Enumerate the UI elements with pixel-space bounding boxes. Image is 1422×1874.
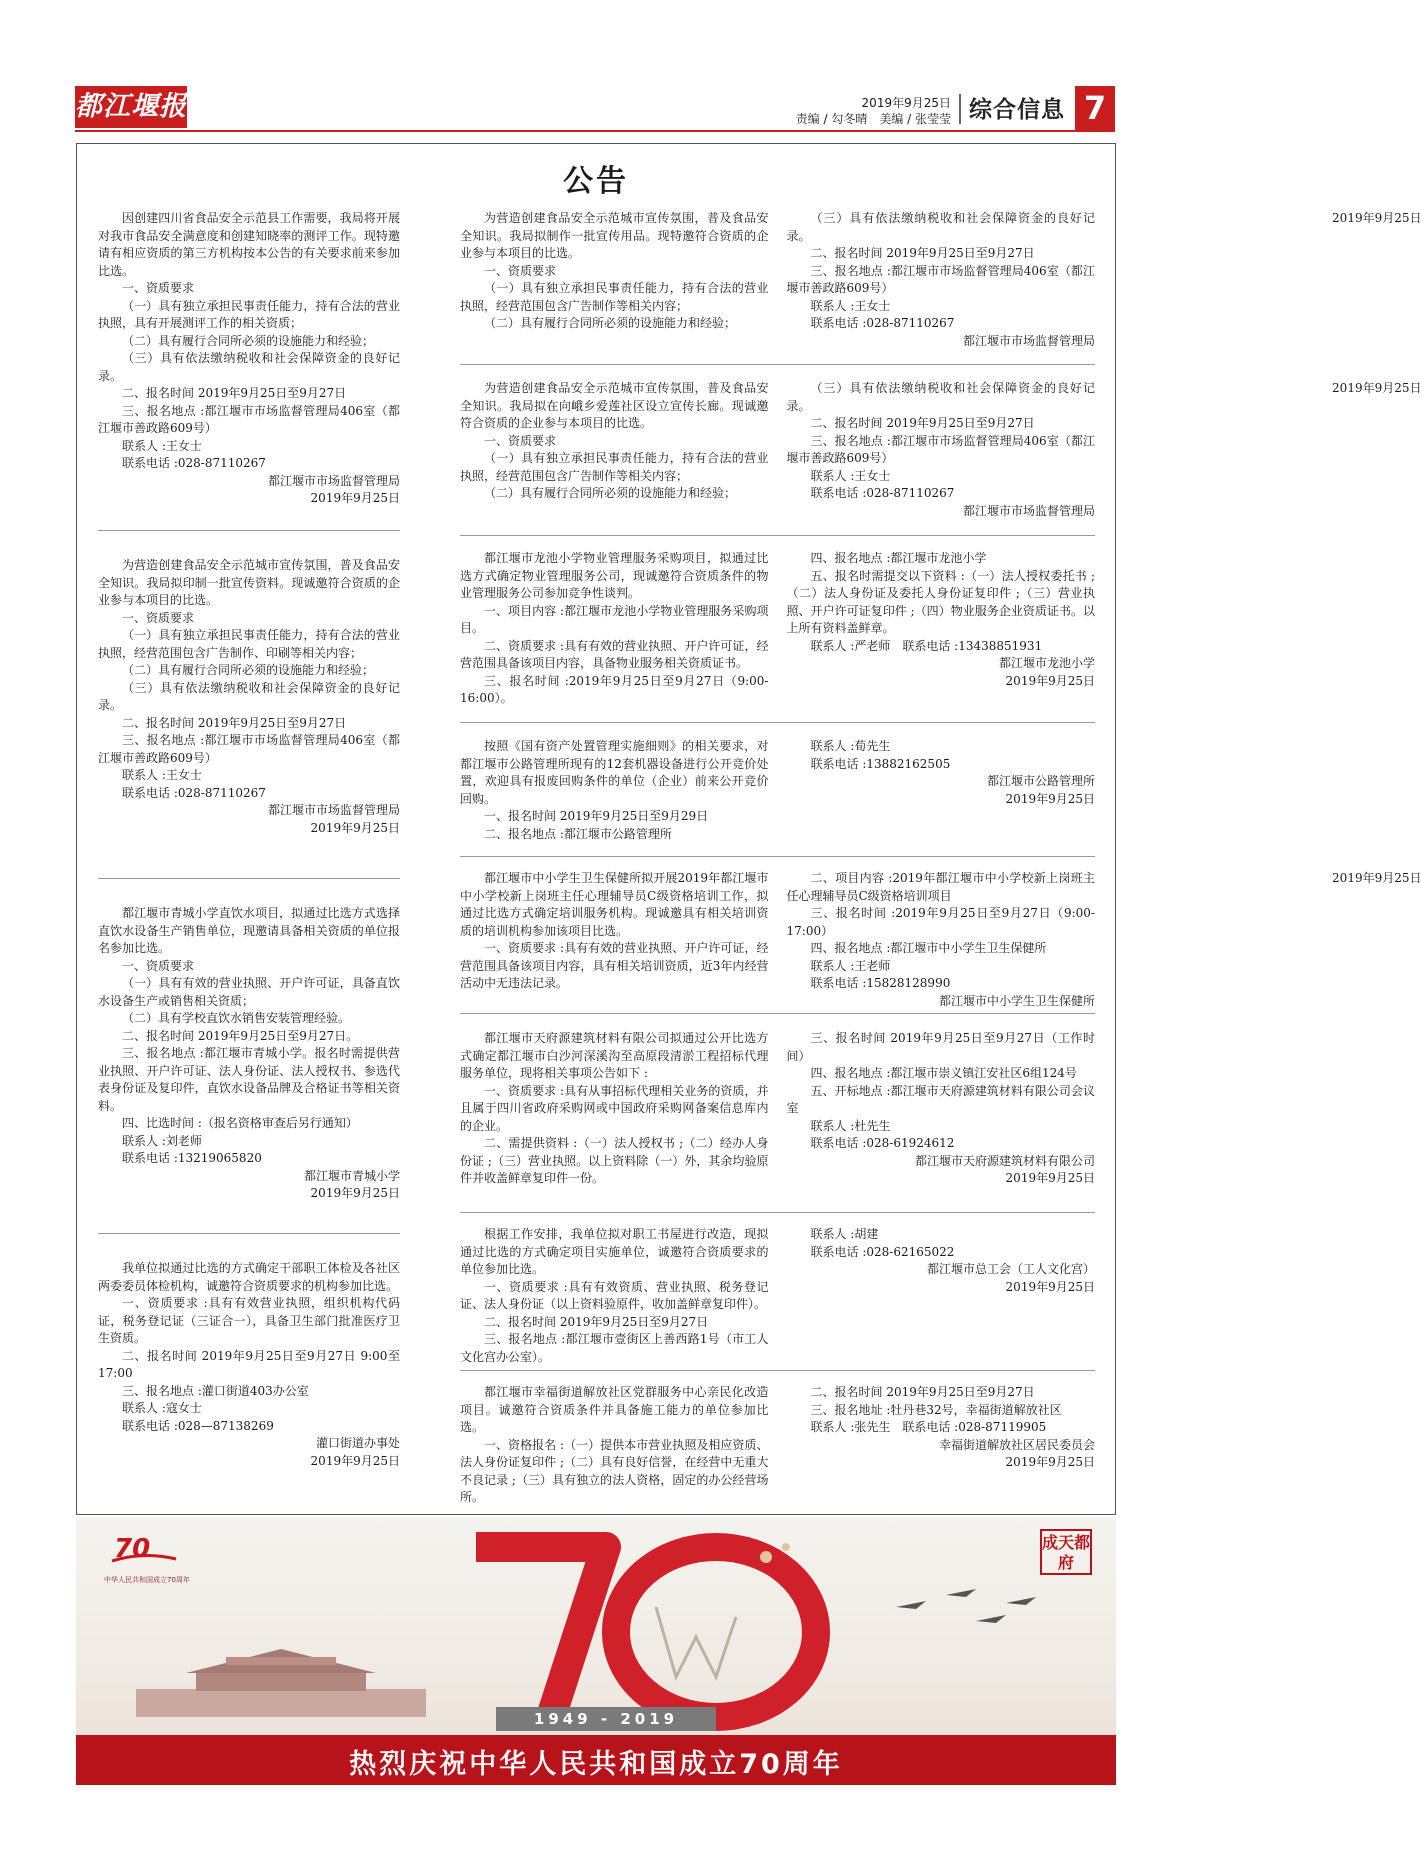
notice-paragraph: 二、资质要求 :具有有效的营业执照、开户许可证，经营范围具备该项目内容，具备物业服务相关资质证书。: [460, 638, 769, 670]
notice-paragraph: 二、需提供资料 :（一）法人授权书 ;（二）经办人身份证 ;（三）营业执照。以上资料除（一）外，其余均验原件并收盖鲜章复印件一份。: [460, 1136, 769, 1185]
notice-1: [98, 210, 400, 508]
notice-paragraph: 二、项目内容 :2019年都江堰市中小学校新上岗班主任心理辅导员C级资格培训项目: [786, 871, 1095, 903]
notice-paragraph: 四、报名地点 :都江堰市龙池小学: [810, 551, 987, 565]
notice-signature: 2019年9月25日: [1005, 1171, 1095, 1185]
notice-paragraph: 都江堰市龙池小学物业管理服务采购项目，拟通过比选方式确定物业管理服务公司，现诚邀符合资质条件的物业管理服务公司参加竞争性谈判。: [460, 551, 769, 600]
notice-paragraph: 三、报名地点 :都江堰市青城小学。报名时需提供营业执照、开户许可证、法人身份证、法人授权书、参选代表身份证及复印件，直饮水设备品牌及合格证书等相关资料。: [98, 1046, 400, 1113]
anniversary-slogan: 热烈庆祝中华人民共和国成立70周年: [349, 1749, 843, 1780]
notice-signature: 都江堰市天府源建筑材料有限公司: [914, 1153, 1095, 1168]
notice-paragraph: （一）具有独立承担民事责任能力，持有合法的营业执照，具有开展测评工作的相关资质；: [98, 298, 400, 330]
notice-paragraph: 一、资质要求 :具有从事招标代理相关业务的资质，并且属于四川省政府采购网或中国政府采购网备案信息库内的企业。: [460, 1083, 769, 1133]
notice-paragraph: 一、资质要求: [122, 610, 195, 625]
notice-paragraph: （一）具有独立承担民事责任能力，持有合法的营业执照，经营范围包含广告制作、印刷等相关内容；: [98, 628, 400, 660]
notice-body: [98, 557, 400, 837]
notice-signature: 都江堰市市场监督管理局: [962, 503, 1095, 518]
chengdu-stamp-icon: [1040, 1529, 1092, 1575]
tiananmen-silhouette-icon: [136, 1637, 426, 1717]
notice-paragraph: （三）具有依法缴纳税收和社会保障资金的良好记录。: [786, 211, 1095, 243]
emblem-caption: 中华人民共和国成立70周年: [104, 1576, 190, 1584]
notice-4: [98, 1260, 400, 1470]
notice-signature: 都江堰市中小学生卫生保健所: [938, 993, 1095, 1008]
notice-paragraph: 为营造创建食品安全示范城市宣传氛围，普及食品安全知识。我局拟在向峨乡爱莲社区设立宣传长廊。现诚邀符合资质的企业参与本项目的比选。: [460, 381, 769, 430]
notice-paragraph: 三、报名地点 :都江堰市市场监督管理局406室（都江堰市善政路609号）: [786, 433, 1095, 465]
notice-divider: [460, 364, 1095, 365]
notice-paragraph: 联系电话 :028-87110267: [122, 785, 266, 800]
notice-9: [460, 870, 1422, 1012]
notice-paragraph: 四、比选时间 :（报名资格审查后另行通知）: [122, 1116, 358, 1130]
notice-paragraph: 联系人 :严老师 联系电话 :13438851931: [810, 638, 1043, 653]
notice-paragraph: （一）具有独立承担民事责任能力，持有合法的营业执照，经营范围包含广告制作等相关内容；: [460, 451, 769, 483]
notice-10: [460, 1030, 1095, 1206]
jet-formation-icon: [886, 1577, 1046, 1647]
notice-body: [460, 1030, 1095, 1206]
notice-paragraph: （一）具有有效的营业执照、开户许可证，具备直饮水设备生产或销售相关资质；: [98, 976, 400, 1008]
header-meta: [796, 95, 951, 130]
notice-paragraph: 二、报名时间 2019年9月25日至9月27日: [122, 386, 347, 400]
issue-date: 2019年9月25日: [861, 96, 951, 110]
notice-paragraph: 四、报名地点 :都江堰市崇义镇江安社区6组124号: [810, 1066, 1077, 1080]
notice-paragraph: 二、报名时间 2019年9月25日至9月27日: [810, 416, 1035, 430]
notice-paragraph: 一、资质要求 :具有有效营业执照，组织机构代码证，税务登记证（三证合一），具备卫生部门批准医疗卫生资质。: [98, 1296, 400, 1345]
notice-paragraph: 二、报名时间 2019年9月25日至9月27日。: [122, 1028, 359, 1043]
notice-body: [460, 870, 1422, 1012]
notice-divider: [460, 1212, 1095, 1213]
masthead: [75, 86, 1115, 132]
notice-paragraph: 联系人 :杜先生: [810, 1118, 891, 1133]
notice-paragraph: 五、开标地点 :都江堰市天府源建筑材料有限公司会议室: [786, 1083, 1095, 1115]
notice-paragraph: 三、报名时间 2019年9月25日至9月27日（工作时间）: [786, 1031, 1095, 1063]
masthead-rule: [75, 130, 1115, 132]
notice-11: [460, 1226, 1095, 1368]
notice-divider: [460, 722, 1095, 723]
notice-paragraph: （二）具有学校直饮水销售安装管理经验。: [122, 1011, 351, 1025]
notice-paragraph: 联系电话 :15828128990: [810, 976, 951, 990]
notice-body: [460, 210, 1422, 352]
notice-divider: [98, 878, 400, 879]
notice-paragraph: 一、资格报名 :（一）提供本市营业执照及相应资质、法人身份证复印件 ;（二）具有良好信誉，在经营中无重大不良记录 ;（三）具有独立的法人资格，固定的办公经营场所。: [460, 1437, 769, 1504]
notice-paragraph: （三）具有依法缴纳税收和社会保障资金的良好记录。: [98, 680, 400, 712]
notice-divider: [460, 535, 1095, 536]
notice-paragraph: 联系人 :张先生 联系电话 :028-87119905: [810, 1420, 1047, 1434]
notice-body: [460, 1226, 1095, 1368]
header-right: [796, 86, 1115, 130]
notice-12: [460, 1384, 1095, 1510]
notice-paragraph: 联系人 :王女士: [810, 298, 891, 313]
notice-signature: 2019年9月25日: [310, 491, 400, 505]
notice-paragraph: 按照《国有资产处置管理实施细则》的相关要求，对都江堰市公路管理所现有的12套机器设备进行公开竞价处置，欢迎具有报废回购条件的单位（企业）前来公开竞价回购。: [460, 739, 769, 806]
notice-signature: 都江堰市总工会（工人文化宫）: [926, 1262, 1095, 1276]
page-number: 7: [1075, 86, 1115, 130]
notice-paragraph: 都江堰市天府源建筑材料有限公司拟通过公开比选方式确定都江堰市白沙河深溪沟至高原段清淤工程招标代理服务单位，现将相关事项公告如下 :: [460, 1031, 769, 1080]
notice-paragraph: 二、报名时间 2019年9月25日至9月27日: [122, 715, 347, 730]
notice-paragraph: 三、报名地点 :都江堰市市场监督管理局406室（都江堰市善政路609号）: [786, 263, 1095, 295]
notice-paragraph: 一、资质要求: [122, 281, 195, 295]
notice-signature: 灌口街道办事处: [315, 1436, 400, 1450]
notice-paragraph: 联系人 :王女士: [122, 438, 202, 453]
notice-signature: 2019年9月25日: [1005, 673, 1095, 688]
notice-paragraph: 一、资质要求: [484, 433, 557, 448]
notice-2: [98, 557, 400, 837]
notice-paragraph: 联系电话 :13882162505: [810, 756, 951, 771]
notice-divider: [98, 530, 400, 531]
notice-body: [460, 738, 1095, 844]
notice-paragraph: （三）具有依法缴纳税收和社会保障资金的良好记录。: [786, 381, 1095, 413]
notice-paragraph: 联系电话 :028-87110267: [810, 316, 955, 330]
notice-signature: 都江堰市龙池小学: [998, 656, 1095, 670]
notice-paragraph: 联系人 :胡建: [810, 1227, 879, 1241]
notice-signature: 2019年9月25日: [1332, 871, 1422, 885]
notice-paragraph: 都江堰市中小学生卫生保健所拟开展2019年都江堰市中小学校新上岗班主任心理辅导员C级资格培训工作，拟通过比选方式确定培训服务机构。现诚邀具有相关培训资质的培训机构参加该项目比选。: [460, 871, 769, 938]
notice-paragraph: 都江堰市幸福街道解放社区党群服务中心亲民化改造项目。诚邀符合资质条件并具备施工能力的单位参加比选。: [460, 1385, 769, 1434]
notice-paragraph: 二、报名时间 2019年9月25日至9月27日: [810, 246, 1035, 260]
big-70-graphic-icon: [456, 1527, 856, 1727]
notice-body: [460, 550, 1095, 710]
anniversary-banner: [76, 1517, 1116, 1785]
page-title: 公告: [563, 164, 629, 199]
notice-paragraph: 联系电话 :028-62165022: [810, 1244, 955, 1259]
notice-5: [460, 210, 1422, 352]
notice-paragraph: 联系人 :王老师: [810, 958, 891, 973]
header-separator: [959, 94, 961, 124]
notice-paragraph: 联系人 :荀先生: [810, 739, 891, 753]
notice-paragraph: 二、报名时间 2019年9月25日至9月27日: [810, 1385, 1035, 1399]
notice-signature: 2019年9月25日: [310, 1453, 400, 1468]
notice-paragraph: 联系人 :刘老师: [122, 1133, 202, 1148]
editors-credit: 责编 / 勾冬晴 美编 / 张莹莹: [795, 112, 951, 126]
notice-signature: 2019年9月25日: [1005, 1455, 1095, 1469]
notice-signature: 2019年9月25日: [310, 820, 400, 835]
notice-paragraph: （一）具有独立承担民事责任能力，持有合法的营业执照，经营范围包含广告制作等相关内容；: [460, 281, 769, 313]
notice-body: [98, 210, 400, 508]
notice-paragraph: 联系电话 :028—87138269: [122, 1418, 274, 1433]
notice-signature: 都江堰市市场监督管理局: [267, 803, 400, 817]
notice-divider: [460, 1370, 1095, 1371]
notice-divider: [460, 1013, 1095, 1014]
notice-body: [460, 380, 1422, 522]
notice-paragraph: 一、项目内容 :都江堰市龙池小学物业管理服务采购项目。: [460, 603, 769, 635]
notice-paragraph: 二、报名时间 2019年9月25日至9月27日 9:00至17:00: [98, 1348, 400, 1380]
notice-paragraph: 都江堰市青城小学直饮水项目，拟通过比选方式选择直饮水设备生产销售单位，现邀请具备相关资质的单位报名参加比选。: [98, 906, 400, 955]
notice-paragraph: 联系电话 :028-61924612: [810, 1136, 955, 1150]
70-anniversary-emblem-icon: [106, 1531, 184, 1575]
notice-body: [460, 1384, 1095, 1510]
notice-7: [460, 550, 1095, 710]
notice-paragraph: （二）具有履行合同所必须的设施能力和经验；: [484, 486, 737, 500]
notice-signature: 都江堰市青城小学: [303, 1168, 400, 1183]
notice-paragraph: 三、报名地点 :灌口街道403办公室: [122, 1383, 309, 1398]
notice-divider: [98, 1233, 400, 1234]
notice-signature: 2019年9月25日: [1005, 791, 1095, 806]
notice-paragraph: 一、资质要求 :具有有效的营业执照、开户许可证，经营范围具备该项目内容，具有相关培训资质，近3年内经营活动中无违法记录。: [460, 941, 769, 990]
notice-paragraph: 联系电话 :13219065820: [122, 1151, 262, 1165]
notice-paragraph: 联系人 :王女士: [810, 468, 891, 483]
notice-paragraph: 一、资质要求 :具有有效资质、营业执照、税务登记证、法人身份证（以上资料验原件，收加盖鲜章复印件）。: [460, 1279, 769, 1311]
notice-signature: 都江堰市市场监督管理局: [962, 333, 1095, 348]
notice-signature: 2019年9月25日: [310, 1186, 400, 1200]
notice-paragraph: 三、报名时间 :2019年9月25日至9月27日（9:00-16:00）。: [460, 673, 769, 705]
notice-paragraph: 联系电话 :028-87110267: [810, 486, 955, 500]
notice-paragraph: 为营造创建食品安全示范城市宣传氛围，普及食品安全知识。我局拟印制一批宣传资料。现诚邀符合资质的企业参与本项目的比选。: [98, 558, 400, 607]
notice-body: [98, 1260, 400, 1470]
notice-paragraph: 二、报名时间 2019年9月25日至9月27日: [484, 1314, 709, 1329]
notice-paragraph: 联系电话 :028-87110267: [122, 456, 266, 470]
notice-divider: [460, 856, 1095, 857]
notice-paragraph: 五、报名时需提交以下资料 :（一）法人授权委托书 ;（二）法人身份证及委托人身份证复印件 ;（三）营业执照、开户许可证复印件 ;（四）物业服务企业资质证书。以上所有资料盖鲜章。: [786, 568, 1095, 635]
notice-paragraph: 我单位拟通过比选的方式确定干部职工体检及各社区两委委员体检机构，诚邀符合资质要求的机构参加比选。: [98, 1261, 400, 1293]
notice-paragraph: （二）具有履行合同所必须的设施能力和经验；: [122, 663, 375, 677]
notice-signature: 2019年9月25日: [1332, 211, 1422, 225]
notice-paragraph: 三、报名地点 :都江堰市市场监督管理局406室（都江堰市善政路609号）: [98, 733, 400, 765]
notice-8: [460, 738, 1095, 844]
notice-paragraph: （二）具有履行合同所必须的设施能力和经验；: [122, 333, 375, 348]
notice-paragraph: 二、报名地点 :都江堰市公路管理所: [484, 826, 672, 841]
notice-6: [460, 380, 1422, 522]
section-title: 综合信息: [969, 97, 1065, 123]
notice-signature: 都江堰市市场监督管理局: [267, 473, 400, 488]
notice-paragraph: 三、报名时间 :2019年9月25日至9月27日（9:00-17:00）: [786, 906, 1095, 938]
notice-paragraph: 一、报名时间 2019年9月25日至9月29日: [484, 809, 709, 823]
notice-paragraph: 三、报名地点 :都江堰市壹街区上善西路1号（市工人文化宫办公室）。: [460, 1332, 769, 1364]
year-range-label: 1949 - 2019: [496, 1707, 716, 1731]
notice-paragraph: 因创建四川省食品安全示范县工作需要，我局将开展对我市食品安全满意度和创建知晓率的测评工作。现特邀请有相应资质的第三方机构按本公告的有关要求前来参加比选。: [98, 211, 400, 278]
notice-paragraph: 一、资质要求: [484, 263, 557, 278]
notice-paragraph: 为营造创建食品安全示范城市宣传氛围，普及食品安全知识。我局拟制作一批宣传用品。现特邀符合资质的企业参与本项目的比选。: [460, 211, 769, 260]
notice-signature: 都江堰市公路管理所: [986, 774, 1095, 788]
notice-signature: 2019年9月25日: [1332, 381, 1422, 395]
notice-paragraph: （二）具有履行合同所必须的设施能力和经验；: [484, 316, 737, 330]
notice-paragraph: 三、报名地址 :牡丹巷32号，幸福街道解放社区: [810, 1402, 1062, 1417]
notice-3: [98, 905, 400, 1203]
svg-text:70: 70: [114, 1534, 151, 1564]
notice-paragraph: 联系人 :寇女士: [122, 1401, 202, 1415]
notice-paragraph: 四、报名地点 :都江堰市中小学生卫生保健所: [810, 941, 1047, 955]
notice-paragraph: 一、资质要求: [122, 958, 195, 973]
notice-body: [98, 905, 400, 1203]
notice-paragraph: 联系人 :王女士: [122, 768, 202, 782]
newspaper-logo: 都江堰报: [75, 86, 187, 128]
notice-signature: 2019年9月25日: [1005, 1279, 1095, 1294]
notice-signature: 幸福街道解放社区居民委员会: [938, 1437, 1095, 1452]
notice-paragraph: 三、报名地点 :都江堰市市场监督管理局406室（都江堰市善政路609号）: [98, 403, 400, 435]
notice-paragraph: 根据工作安排，我单位拟对职工书屋进行改造，现拟通过比选的方式确定项目实施单位，诚邀符合资质要求的单位参加比选。: [460, 1227, 769, 1276]
notice-paragraph: （三）具有依法缴纳税收和社会保障资金的良好记录。: [98, 351, 400, 383]
corner-stamp-text: 成天都府: [1042, 1533, 1091, 1572]
